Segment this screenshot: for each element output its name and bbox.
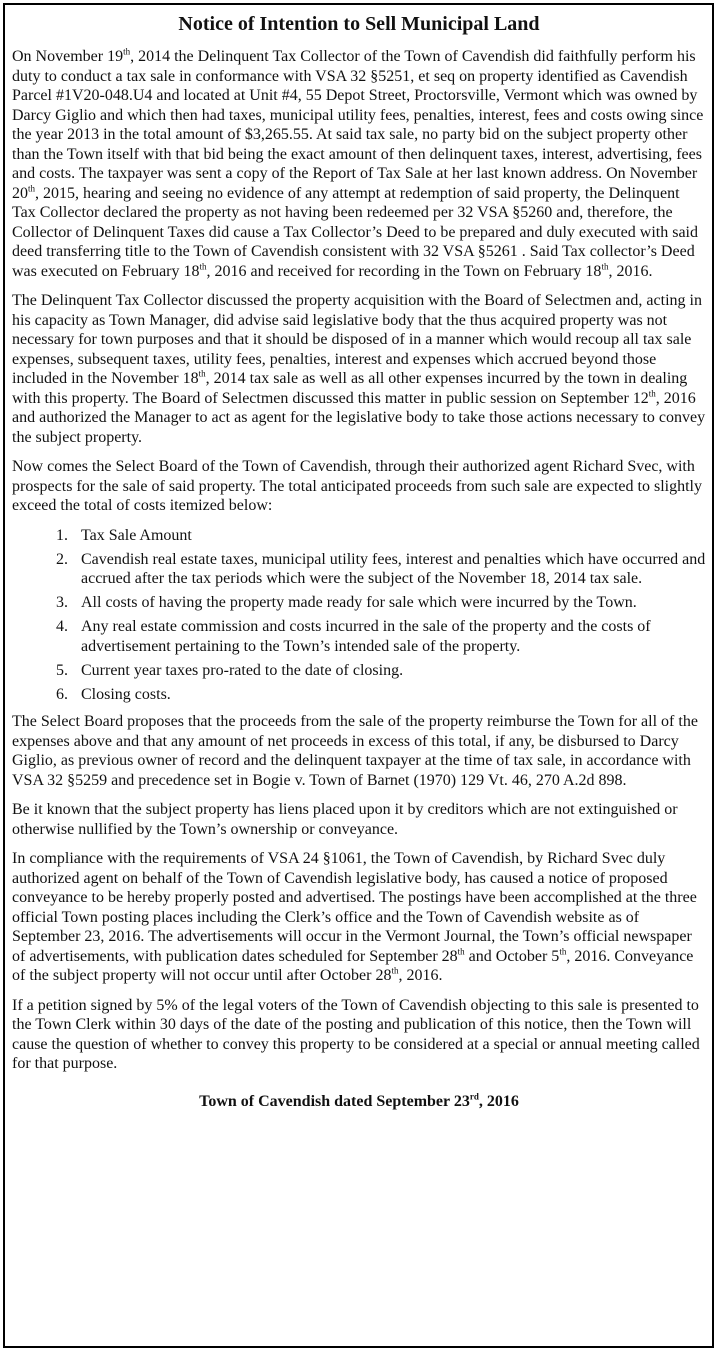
paragraph-board-discussion: The Delinquent Tax Collector discussed the property acquisition with the Board of Selectmen and, acting in his capacity as Town Manager, did advise said legislative body that the thus acquired property was not necessary for town purposes and that it should be disposed of in a manner which would recoup all tax sale expenses, subsequent taxes, utility fees, penalties, interest and expenses which accrued beyond those included in the November 18th, 2014 tax sale as well as all other expenses incurred by the town in dealing with this property. The Board of Selectmen discussed this matter in public session on September 12th, 2016 and authorized the Manager to act as agent for the legislative body to take those actions necessary to convey the subject property. xyxy=(12,292,706,446)
notice-footer: Town of Cavendish dated September 23rd, 2016 xyxy=(199,1091,519,1110)
cost-list-item: 2. Cavendish real estate taxes, municipal utility fees, interest and penalties which have occurred and accrued after the tax periods which were the subject of the November 18, 2014 tax sale. xyxy=(72,550,706,589)
cost-list-item: 5. Current year taxes pro-rated to the date of closing. xyxy=(72,661,706,681)
paragraph-select-board: Now comes the Select Board of the Town of Cavendish, through their authorized agent Richard Svec, with prospects for the sale of said property. The total anticipated proceeds from such sale are expected to slightly exceed the total of costs itemized below: xyxy=(12,458,702,514)
cost-list-item: 6. Closing costs. xyxy=(72,685,706,705)
cost-list-item: 4. Any real estate commission and costs incurred in the sale of the property and the costs of advertisement pertaining to the Town’s intended sale of the property. xyxy=(72,617,706,656)
paragraph-proceeds: The Select Board proposes that the proceeds from the sale of the property reimburse the Town for all of the expenses above and that any amount of net proceeds in excess of this total, if any, be disbursed to Darcy Giglio, as previous owner of record and the delinquent taxpayer at the time of tax sale, in accordance with VSA 32 §5259 and precedence set in Bogie v. Town of Barnet (1970) 129 Vt. 46, 270 A.2d 898. xyxy=(12,713,698,789)
paragraph-liens: Be it known that the subject property has liens placed upon it by creditors which are not extinguished or otherwise nullified by the Town’s ownership or conveyance. xyxy=(12,801,678,838)
cost-list xyxy=(12,526,706,705)
cost-list-item: 3. All costs of having the property made ready for sale which were incurred by the Town. xyxy=(72,593,706,613)
cost-list-item: 1. Tax Sale Amount xyxy=(72,526,706,546)
notice-title: Notice of Intention to Sell Municipal Land xyxy=(178,13,540,35)
paragraph-compliance: In compliance with the requirements of VSA 24 §1061, the Town of Cavendish, by Richard Svec duly authorized agent on behalf of the Town of Cavendish legislative body, has caused a notice of proposed conveyance to be hereby properly posted and advertised. The postings have been accomplished at the three official Town posting places including the Clerk’s office and the Town of Cavendish website as of September 23, 2016. The advertisements will occur in the Vermont Journal, the Town’s official newspaper of advertisements, with publication dates scheduled for September 28th and October 5th, 2016. Conveyance of the subject property will not occur until after October 28th, 2016. xyxy=(12,850,697,984)
paragraph-petition: If a petition signed by 5% of the legal voters of the Town of Cavendish objecting to this sale is presented to the Town Clerk within 30 days of the date of the posting and publication of this notice, then the Town will cause the question of whether to convey this property to be considered at a special or annual meeting called for that purpose. xyxy=(12,996,700,1072)
notice-body xyxy=(5,13,712,1112)
paragraph-tax-sale: On November 19th, 2014 the Delinquent Tax Collector of the Town of Cavendish did faithfully perform his duty to conduct a tax sale in conformance with VSA 32 §5251, et seq on property identified as Cavendish Parcel #1V20-048.U4 and located at Unit #4, 55 Depot Street, Proctorsville, Vermont which was owned by Darcy Giglio and which then had taxes, municipal utility fees, penalties, interest, fees and costs owing since the year 2013 in the total amount of $3,265.55. At said tax sale, no party bid on the subject property other than the Town itself with that bid being the exact amount of then delinquent taxes, interest, advertising, fees and costs. The taxpayer was sent a copy of the Report of Tax Sale at her last known address. On November 20th, 2015, hearing and seeing no evidence of any attempt at redemption of said property, the Delinquent Tax Collector declared the property as not having been redeemed per 32 VSA §5260 and, therefore, the Collector of Delinquent Taxes did cause a Tax Collector’s Deed to be prepared and duly executed with said deed transferring title to the Town of Cavendish consistent with 32 VSA §5261 . Said Tax collector’s Deed was executed on February 18th, 2016 and received for recording in the Town on February 18th, 2016. xyxy=(12,46,704,280)
notice-box xyxy=(3,3,714,1348)
